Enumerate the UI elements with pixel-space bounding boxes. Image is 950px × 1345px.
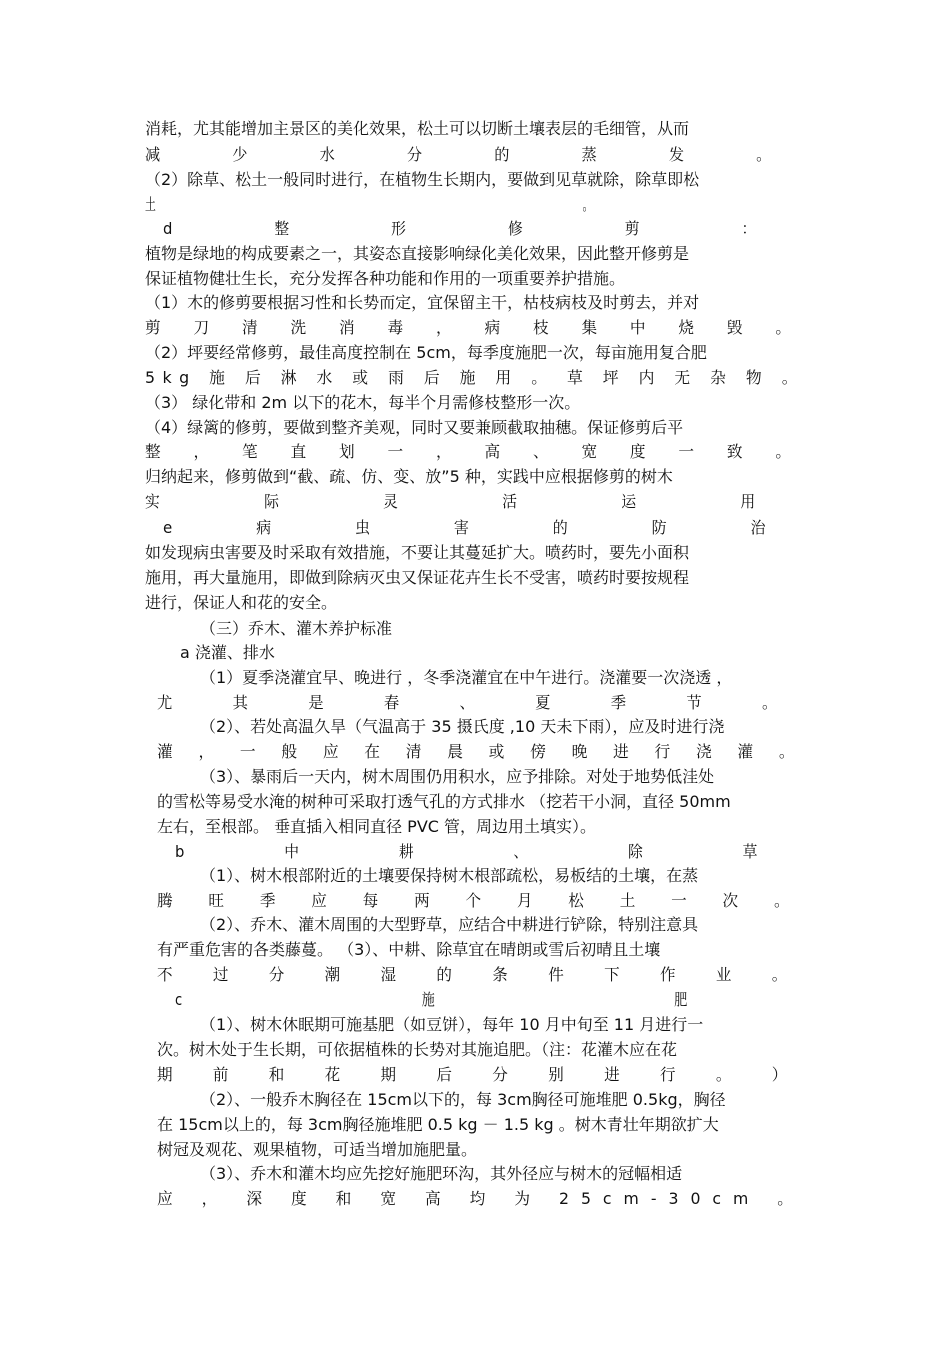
line-text: e 病 虫 害 的 防 治 (163, 518, 805, 537)
line-text: 如发现病虫害要及时采取有效措施，不要让其蔓延扩大。喷药时，要先小面积 (145, 543, 690, 562)
text-line (0, 1162, 950, 1186)
line-text: 期 前 和 花 期 后 分 别 进 行 。 ） (157, 1065, 805, 1084)
text-line (0, 1187, 950, 1211)
text-line (0, 591, 950, 615)
text-line (0, 1088, 950, 1112)
text-line (0, 1038, 950, 1062)
line-text: （1）、树木休眠期可施基肥（如豆饼），每年 10 月中旬至 11 月进行一 (200, 1015, 704, 1034)
line-text: 有严重危害的各类藤蔓。 （3）、中耕、除草宜在晴朗或雪后初晴且土壤 (157, 940, 661, 959)
text-line (0, 765, 950, 789)
line-text: 腾 旺 季 应 每 两 个 月 松 土 一 次 。 (157, 891, 805, 910)
line-text: b 中 耕 、 除 草 (175, 842, 805, 861)
line-text: 灌 ， 一 般 应 在 清 晨 或 傍 晚 进 行 浇 灌 。 (157, 742, 805, 761)
line-text: 施用，再大量施用，即做到除病灭虫又保证花卉生长不受害，喷药时要按规程 (145, 568, 690, 587)
line-text: 应 ， 深 度 和 宽 高 均 为 25cm-30cm 。 (157, 1189, 805, 1208)
line-text: （三）乔木、灌木养护标准 (200, 619, 393, 638)
text-line (0, 913, 950, 937)
line-text: 5kg 施 后 淋 水 或 雨 后 施 用 。 草 坪 内 无 杂 物 。 (145, 368, 805, 387)
line-text: 次。树木处于生长期，可依据植株的长势对其施追肥。（注：花灌木应在花 (157, 1040, 678, 1059)
text-line (0, 889, 950, 913)
text-line (0, 963, 950, 987)
line-text: d 整 形 修 剪 ： (163, 219, 805, 238)
text-line (0, 1113, 950, 1137)
text-line (0, 391, 950, 415)
text-line (0, 1138, 950, 1162)
line-text: （4）绿篱的修剪，要做到整齐美观，同时又要兼顾截取抽穗。保证修剪后平 (145, 418, 684, 437)
line-text: （2）、乔木、灌木周围的大型野草，应结合中耕进行铲除，特别注意具 (200, 915, 699, 934)
text-line (0, 715, 950, 739)
text-line (0, 815, 950, 839)
line-text: （1）木的修剪要根据习性和长势而定，宜保留主干，枯枝病枝及时剪去，并对 (145, 293, 700, 312)
line-text: c 施 肥 (175, 990, 805, 1009)
line-text: （2）、若处高温久旱（气温高于 35 摄氏度 ,10 天未下雨），应及时进行浇 (200, 717, 725, 736)
line-text: 剪 刀 清 洗 消 毒 ， 病 枝 集 中 烧 毁 。 (145, 318, 805, 337)
line-text: 整 ， 笔 直 划 一 ， 高 、 宽 度 一 致 。 (145, 442, 805, 461)
text-line (0, 168, 950, 192)
text-line (0, 1013, 950, 1037)
text-line (0, 666, 950, 690)
line-text: （2）除草、松土一般同时进行，在植物生长期内，要做到见草就除，除草即松 (145, 170, 700, 189)
line-text: 在 15cm以上的，每 3cm胸径施堆肥 0.5 kg － 1.5 kg 。树木青壮年期欲扩大 (157, 1115, 719, 1134)
text-line (0, 341, 950, 365)
line-text: （3）、暴雨后一天内，树木周围仍用积水，应予排除。对处于地势低洼处 (200, 767, 715, 786)
text-line (0, 217, 950, 241)
line-text: 保证植物健壮生长，充分发挥各种功能和作用的一项重要养护措施。 (145, 269, 626, 288)
text-line (0, 316, 950, 340)
line-text: （2）坪要经常修剪，最佳高度控制在 5cm，每季度施肥一次，每亩施用复合肥 (145, 343, 707, 362)
text-line (0, 691, 950, 715)
text-line (0, 291, 950, 315)
line-text: a 浇灌、排水 (180, 643, 275, 662)
section-heading (0, 617, 950, 641)
text-line (0, 790, 950, 814)
text-line (0, 490, 950, 514)
text-line (0, 193, 950, 217)
line-text: 进行，保证人和花的安全。 (145, 593, 338, 612)
subsection-heading (0, 840, 950, 864)
line-text: 尤 其 是 春 、 夏 季 节 。 (157, 693, 805, 712)
text-line (0, 541, 950, 565)
text-line (0, 938, 950, 962)
line-text: （1）、树木根部附近的土壤要保持树木根部疏松，易板结的土壤，在蒸 (200, 866, 699, 885)
line-text: 左右，至根部。 垂直插入相同直径 PVC 管，周边用土填实）。 (157, 817, 597, 836)
text-line (0, 566, 950, 590)
text-line (0, 440, 950, 464)
line-text: 土 。 (145, 195, 805, 214)
line-text: 减 少 水 分 的 蒸 发 。 (145, 145, 805, 164)
text-line (0, 117, 950, 141)
subsection-heading (0, 641, 950, 665)
line-text: 实 际 灵 活 运 用 (145, 492, 805, 511)
line-text: 消耗，尤其能增加主景区的美化效果，松土可以切断土壤表层的毛细管，从而 (145, 119, 690, 138)
line-text: （3） 绿化带和 2m 以下的花木，每半个月需修枝整形一次。 (145, 393, 581, 412)
text-line (0, 366, 950, 390)
line-text: 植物是绿地的构成要素之一，其姿态直接影响绿化美化效果，因此整开修剪是 (145, 244, 690, 263)
text-line (0, 242, 950, 266)
line-text: （3）、乔木和灌木均应先挖好施肥环沟，其外径应与树木的冠幅相适 (200, 1164, 683, 1183)
text-line (0, 864, 950, 888)
text-line (0, 465, 950, 489)
text-line (0, 143, 950, 167)
text-line (0, 267, 950, 291)
text-line (0, 516, 950, 540)
subsection-heading (0, 988, 950, 1012)
text-line (0, 416, 950, 440)
line-text: （1）夏季浇灌宜早、晚进行 ，冬季浇灌宜在中午进行。浇灌要一次浇透 ， (200, 668, 733, 687)
text-line (0, 740, 950, 764)
line-text: 不 过 分 潮 湿 的 条 件 下 作 业 。 (157, 965, 805, 984)
line-text: （2）、一般乔木胸径在 15cm以下的，每 3cm胸径可施堆肥 0.5kg，胸径 (200, 1090, 726, 1109)
line-text: 归纳起来，修剪做到“截、疏、仿、变、放”5 种，实践中应根据修剪的树木 (145, 467, 673, 486)
line-text: 的雪松等易受水淹的树种可采取打透气孔的方式排水 （挖若干小洞，直径 50mm (157, 792, 731, 811)
text-line (0, 1063, 950, 1087)
line-text: 树冠及观花、观果植物，可适当增加施肥量。 (157, 1140, 478, 1159)
